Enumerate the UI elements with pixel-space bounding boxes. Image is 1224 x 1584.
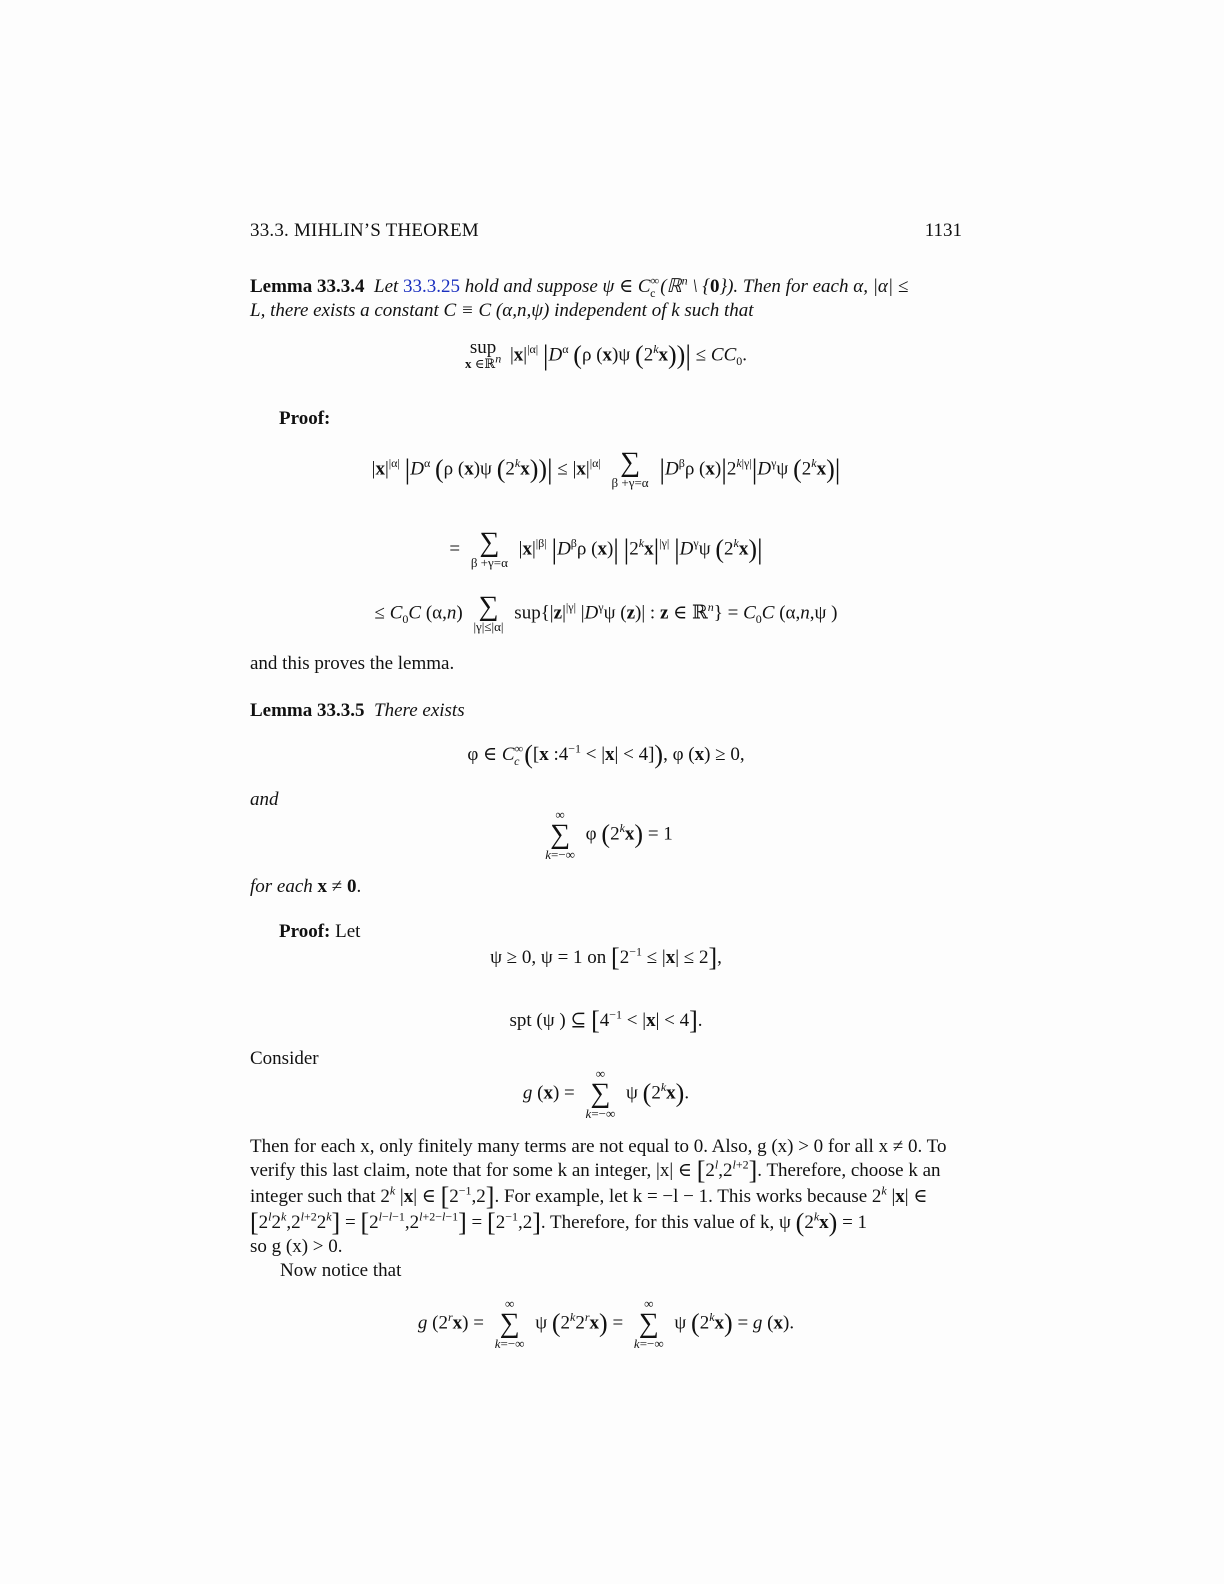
equation-psi-support: spt (ψ ) ⊆ $[4^{-1} < |x| < 4]$. (509, 1006, 703, 1035)
para-line-2: verify this last claim, note that for some k an integer, |x| ∈ $[2^l,2^{l+2}]$. Therefore, choose k an (250, 1156, 941, 1185)
para-line-1: Then for each x, only finitely many terms are not equal to 0. Also, g (x) > 0 for all x ≠ 0. To (250, 1136, 947, 1157)
proof-label: Proof: (279, 408, 331, 429)
lemma-33-3-4-line2: L, there exists a constant C ≡ C (α,n,ψ) independent of k such that (250, 300, 754, 321)
lemma-label: Lemma 33.3.4 (250, 276, 365, 297)
section-title: 33.3. MIHLIN’S THEOREM (250, 220, 479, 241)
lemma-for-each: for each x ≠ 0. (250, 876, 362, 897)
proof-conclusion: and this proves the lemma. (250, 653, 455, 674)
equation-proof-line3: ≤ $C_0C$ (α,n) ∑ |γ|≤|α| $sup\{|z|^{|\gamma|}$ $|D^\gamma\psi$ (z)| : z ∈ ℝ$^n$} = $C_0C$ (α,n,ψ ) (374, 591, 838, 634)
lemma-33-3-5-statement: Lemma 33.3.5 There exists (250, 700, 465, 721)
equation-sup-bound: sup x ∈ℝ$^n$ $|x|^{|\alpha|}$ $|D^\alpha$ (ρ (x)ψ $(2^kx))| \le CC_0$. (465, 337, 747, 372)
para-line-3: integer such that 2$^k$ |x| ∈ $[2^{-1},2]$. For example, let k = −l − 1. This works because 2$^k$ |x| ∈ (250, 1182, 928, 1211)
equation-g-invariance: g $(2^rx)$ = ∞ ∑ k=−∞ ψ $(2^k2^rx)$ = ∞ ∑ k=−∞ ψ $(2^kx) = g$ (x). (417, 1296, 795, 1351)
page-number: 1131 (924, 220, 962, 241)
para-line-5: so g (x) > 0. (250, 1236, 343, 1257)
lemma-and: and (250, 789, 279, 810)
now-notice-text: Now notice that (280, 1260, 402, 1281)
consider-text: Consider (250, 1048, 319, 1069)
equation-reference-link[interactable]: 33.3.25 (403, 276, 461, 297)
equation-psi-def: ψ ≥ 0, ψ = 1 on $[2^{-1} \le |x| \le 2]$, (490, 943, 722, 972)
lemma-33-3-4-statement: Lemma 33.3.4 Let 33.3.25 hold and suppose ψ ∈ $C^\infty_c$ (ℝ$^n$ \ {0}). Then for each α, |α| ≤ (250, 273, 909, 300)
proof2-label: Proof: Let (279, 921, 361, 942)
equation-proof-line1: $|x|^{|\alpha|}$ $|D^\alpha$ (ρ (x)ψ $(2^kx))| \le |x|^{|\alpha|}$ ∑ β +γ=α $|D^\beta\rho$ $(x)|2^{k|\gamma|}|D^\gamma\psi$ (2$^k$x)| (371, 447, 841, 490)
equation-phi-support: φ ∈ $C^\infty_c$ ([x $:4^{-1} < |x| < 4$]), φ (x) ≥ 0, (467, 740, 745, 769)
para-line-4: $[2^l2^k,2^{l+2}2^k] = [2^{l-l-1},2^{l+2-l-1}] = [2^{-1},2]$. Therefore, for this value of k, ψ $(2^kx) = 1$ (250, 1208, 868, 1237)
equation-partition-of-unity: ∞ ∑ k=−∞ φ $(2^kx) = 1$ (545, 807, 673, 862)
equation-proof-line2: = ∑ β +γ=α $|x|^{|\beta|}$ $|D^\beta\rho$ (x)| $|2^kx|^{|\gamma|}$ $|D^\gamma\psi$ (2$^k$x)| (449, 527, 763, 570)
equation-g-def: g (x) = ∞ ∑ k=−∞ ψ (2$^k$x). (522, 1066, 690, 1121)
